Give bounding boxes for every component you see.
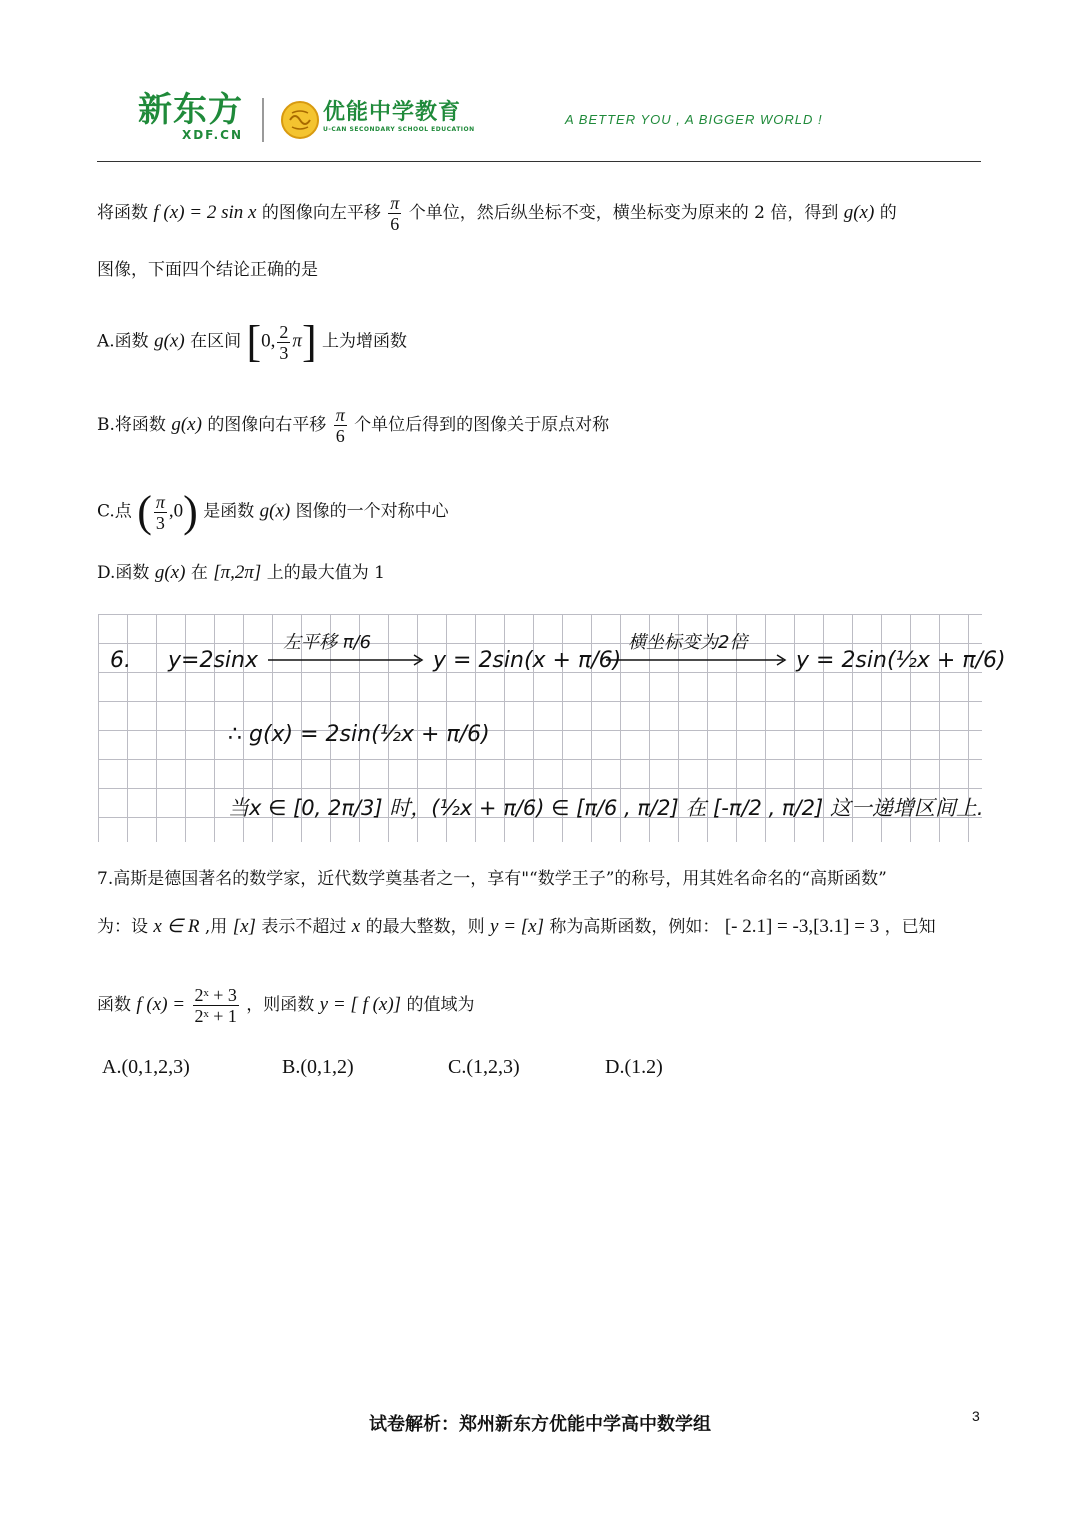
q6-option-b xyxy=(97,405,609,446)
q6-option-d xyxy=(97,561,385,585)
text: 上的最大值为 1 xyxy=(266,563,385,583)
text: D.函数 xyxy=(97,563,150,583)
hw-line-3: 当x ∈ [0, 2π/3] 时，(½x + π/6) ∈ [π/6 , π/2] 在 [-π/2 , π/2] 这一递增区间上. xyxy=(228,796,984,820)
hw-expr-3: y = 2sin(½x + π/6) xyxy=(796,648,1006,673)
ucan-logo xyxy=(323,100,475,133)
xdf-logo-en: XDF.CN xyxy=(181,128,243,142)
frac-num: 2ˣ + 3 xyxy=(194,985,237,1005)
q6-stem-line2: 图像，下面四个结论正确的是 xyxy=(97,260,318,280)
math-g: g(x) xyxy=(154,330,185,352)
math-g: g(x) xyxy=(259,500,291,522)
text: 的 xyxy=(879,203,897,223)
fraction xyxy=(154,492,167,533)
frac-den: 3 xyxy=(279,342,289,363)
math: x xyxy=(351,916,361,937)
math: [- 2.1] = -3,[3.1] = 3 xyxy=(724,916,880,937)
text: ，已知 xyxy=(884,917,936,937)
text: 为：设 xyxy=(97,917,148,937)
header-rule xyxy=(97,161,981,162)
fraction xyxy=(388,193,401,234)
xdf-logo xyxy=(138,92,243,142)
fraction xyxy=(193,985,239,1026)
math-interval: [π,2π] xyxy=(213,562,262,583)
fraction xyxy=(277,322,290,363)
logo-separator xyxy=(262,98,264,142)
ucan-logo-en: U-CAN SECONDARY SCHOOL EDUCATION xyxy=(323,126,475,133)
text: ,用 xyxy=(204,917,228,937)
q7-option-c: C.(1,2,3) xyxy=(448,1056,520,1078)
q6-option-a xyxy=(97,317,407,366)
math-g: g(x) xyxy=(154,562,186,583)
brain-icon xyxy=(280,100,320,140)
text: 表示不超过 xyxy=(261,917,347,937)
q7-stem-line2 xyxy=(97,915,936,939)
frac-den: 2ˣ + 1 xyxy=(194,1006,237,1026)
hw-question-number: 6. xyxy=(110,648,131,673)
frac-num: π xyxy=(335,405,345,425)
hw-arrow-label-2: 横坐标变为2倍 xyxy=(628,632,748,653)
q7-stem-line1: 7.高斯是德国著名的数学家，近代数学奠基者之一，享有"“数学王子”的称号，用其姓名命名的“高斯函数” xyxy=(97,869,887,889)
text: ，则函数 xyxy=(246,995,315,1015)
text: 的图像向右平移 xyxy=(207,415,327,435)
frac-num: π xyxy=(390,193,400,213)
q7-stem-line3 xyxy=(97,985,475,1026)
text: 在区间 xyxy=(190,331,242,352)
text: B.将函数 xyxy=(97,415,166,435)
math: π xyxy=(292,330,302,352)
text: 称为高斯函数，例如： xyxy=(549,917,720,937)
page-number: 3 xyxy=(972,1408,980,1424)
text: 的最大整数，则 xyxy=(365,917,485,937)
left-paren: ( xyxy=(137,487,152,536)
q7-option-b: B.(0,1,2) xyxy=(282,1056,354,1078)
math: f (x) = xyxy=(136,994,186,1015)
right-paren: ) xyxy=(183,487,198,536)
text: 图像的一个对称中心 xyxy=(295,501,449,522)
text: 函数 xyxy=(97,995,131,1015)
text: C.点 xyxy=(97,501,132,522)
arrow-icon xyxy=(268,654,428,666)
hw-arrow-label-1: 左平移 π/6 xyxy=(283,632,372,653)
q7-option-a: A.(0,1,2,3) xyxy=(102,1056,190,1078)
fraction xyxy=(334,405,347,446)
left-bracket: [ xyxy=(246,317,262,366)
math-g: g(x) xyxy=(843,202,875,223)
q6-stem-line1 xyxy=(97,193,897,234)
text: 将函数 xyxy=(97,203,148,223)
xdf-logo-cn: 新东方 xyxy=(138,90,243,130)
math-f: f (x) = 2 sin x xyxy=(153,202,257,223)
math: 0, xyxy=(261,330,276,352)
arrow-icon xyxy=(606,654,791,666)
frac-den: 3 xyxy=(154,512,167,533)
right-bracket: ] xyxy=(301,317,317,366)
math: y = [ f (x)] xyxy=(319,994,402,1015)
frac-num: π xyxy=(155,491,165,512)
text: 个单位后得到的图像关于原点对称 xyxy=(354,415,610,435)
math: ,0 xyxy=(168,500,184,522)
hw-expr-2: y = 2sin(x + π/6) xyxy=(433,648,622,673)
math: [x] xyxy=(232,916,256,937)
ucan-logo-cn: 优能中学教育 xyxy=(323,100,462,125)
hw-line-2: ∴ g(x) = 2sin(½x + π/6) xyxy=(228,722,490,747)
text: 的值域为 xyxy=(406,995,475,1015)
footer-text: 试卷解析：郑州新东方优能中学高中数学组 xyxy=(369,1414,711,1435)
frac-num: 2 xyxy=(279,321,289,342)
q6-option-c xyxy=(97,487,449,536)
text: 是函数 xyxy=(203,501,255,522)
math: y = [x] xyxy=(490,916,544,937)
q7-option-d: D.(1.2) xyxy=(605,1056,663,1078)
text: 个单位，然后纵坐标不变，横坐标变为原来的 2 倍，得到 xyxy=(408,203,839,223)
math-g: g(x) xyxy=(171,414,202,435)
math: x ∈ R xyxy=(153,916,200,937)
hw-expr-1: y=2sinx xyxy=(168,648,258,673)
text: 在 xyxy=(190,563,208,583)
text: 的图像向左平移 xyxy=(261,203,381,223)
text: 上为增函数 xyxy=(322,331,407,352)
slogan: A BETTER YOU , A BIGGER WORLD ! xyxy=(565,112,823,127)
handwritten-solution xyxy=(98,614,1006,842)
text: A.函数 xyxy=(97,331,149,352)
frac-den: 6 xyxy=(334,425,347,446)
frac-den: 6 xyxy=(388,213,401,234)
